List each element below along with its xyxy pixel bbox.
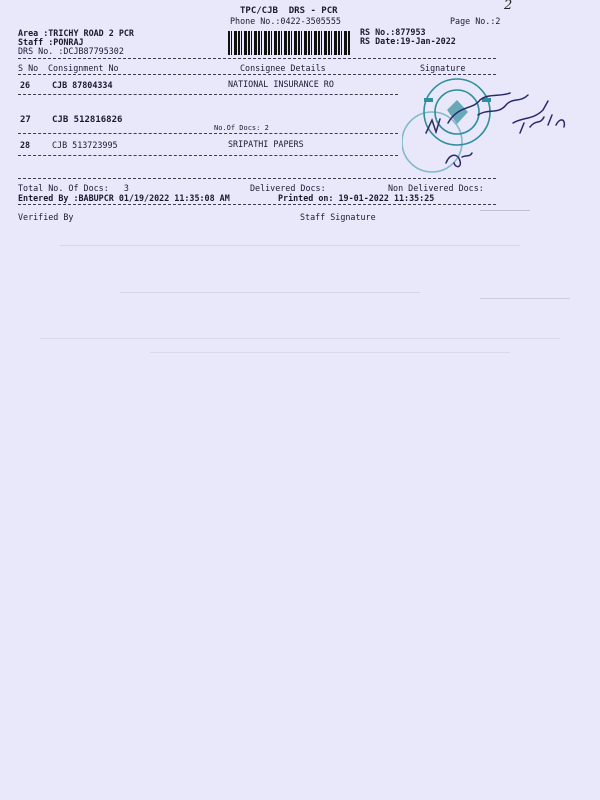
column-header-sno: S No: [18, 63, 39, 73]
page-number: Page No.:2: [450, 16, 501, 26]
row-28-consignment: CJB 513723995: [52, 140, 118, 150]
scan-noise: [120, 292, 420, 293]
handwritten-page-mark: 2: [504, 0, 513, 13]
row-28-sno: 28: [20, 140, 31, 150]
non-delivered-docs: Non Delivered Docs:: [388, 183, 484, 193]
row-26-sno: 26: [20, 80, 31, 90]
phone-number: Phone No.:0422-3505555: [230, 16, 341, 26]
footer-divider-bottom: [18, 204, 496, 205]
staff-signature: Staff Signature: [300, 212, 376, 222]
column-header-consignee: Consignee Details: [240, 63, 326, 73]
verified-by: Verified By: [18, 212, 74, 222]
column-header-consignment: Consignment No: [48, 63, 119, 73]
staff-label: Staff :PONRAJ: [18, 37, 84, 47]
row-27-sno: 27: [20, 115, 31, 125]
row-26-consignment: CJB 87804334: [52, 80, 113, 90]
printed-on: Printed on: 19-01-2022 11:35:25: [278, 193, 435, 203]
drs-number: DRS No. :DCJB87795302: [18, 46, 124, 56]
row-divider: [18, 94, 398, 95]
row-28-consignee: SRIPATHI PAPERS: [228, 139, 304, 149]
row-27-consignment: CJB 512816826: [52, 115, 123, 125]
area-label: Area :TRICHY ROAD 2 PCR: [18, 28, 134, 38]
scan-noise: [480, 210, 530, 211]
handwritten-signature: [418, 75, 568, 175]
total-docs: Total No. Of Docs: 3: [18, 183, 129, 193]
delivered-docs: Delivered Docs:: [250, 183, 326, 193]
scan-noise: [150, 352, 510, 353]
row-divider: [18, 155, 398, 156]
rs-date: RS Date:19-Jan-2022: [360, 36, 456, 46]
column-header-signature: Signature: [420, 63, 466, 73]
row-27-docs-count: No.Of Docs: 2: [214, 124, 269, 132]
barcode: [228, 31, 350, 55]
scan-noise: [480, 298, 570, 299]
rs-number: RS No.:877953: [360, 27, 426, 37]
entered-by: Entered By :BABUPCR 01/19/2022 11:35:08 AM: [18, 193, 230, 203]
scan-noise: [40, 338, 560, 339]
header-divider-top: [18, 58, 496, 59]
row-26-consignee: NATIONAL INSURANCE RO: [228, 79, 334, 89]
scan-noise: [60, 245, 520, 246]
row-divider: [18, 133, 398, 134]
document-title: TPC/CJB DRS - PCR: [240, 6, 338, 16]
